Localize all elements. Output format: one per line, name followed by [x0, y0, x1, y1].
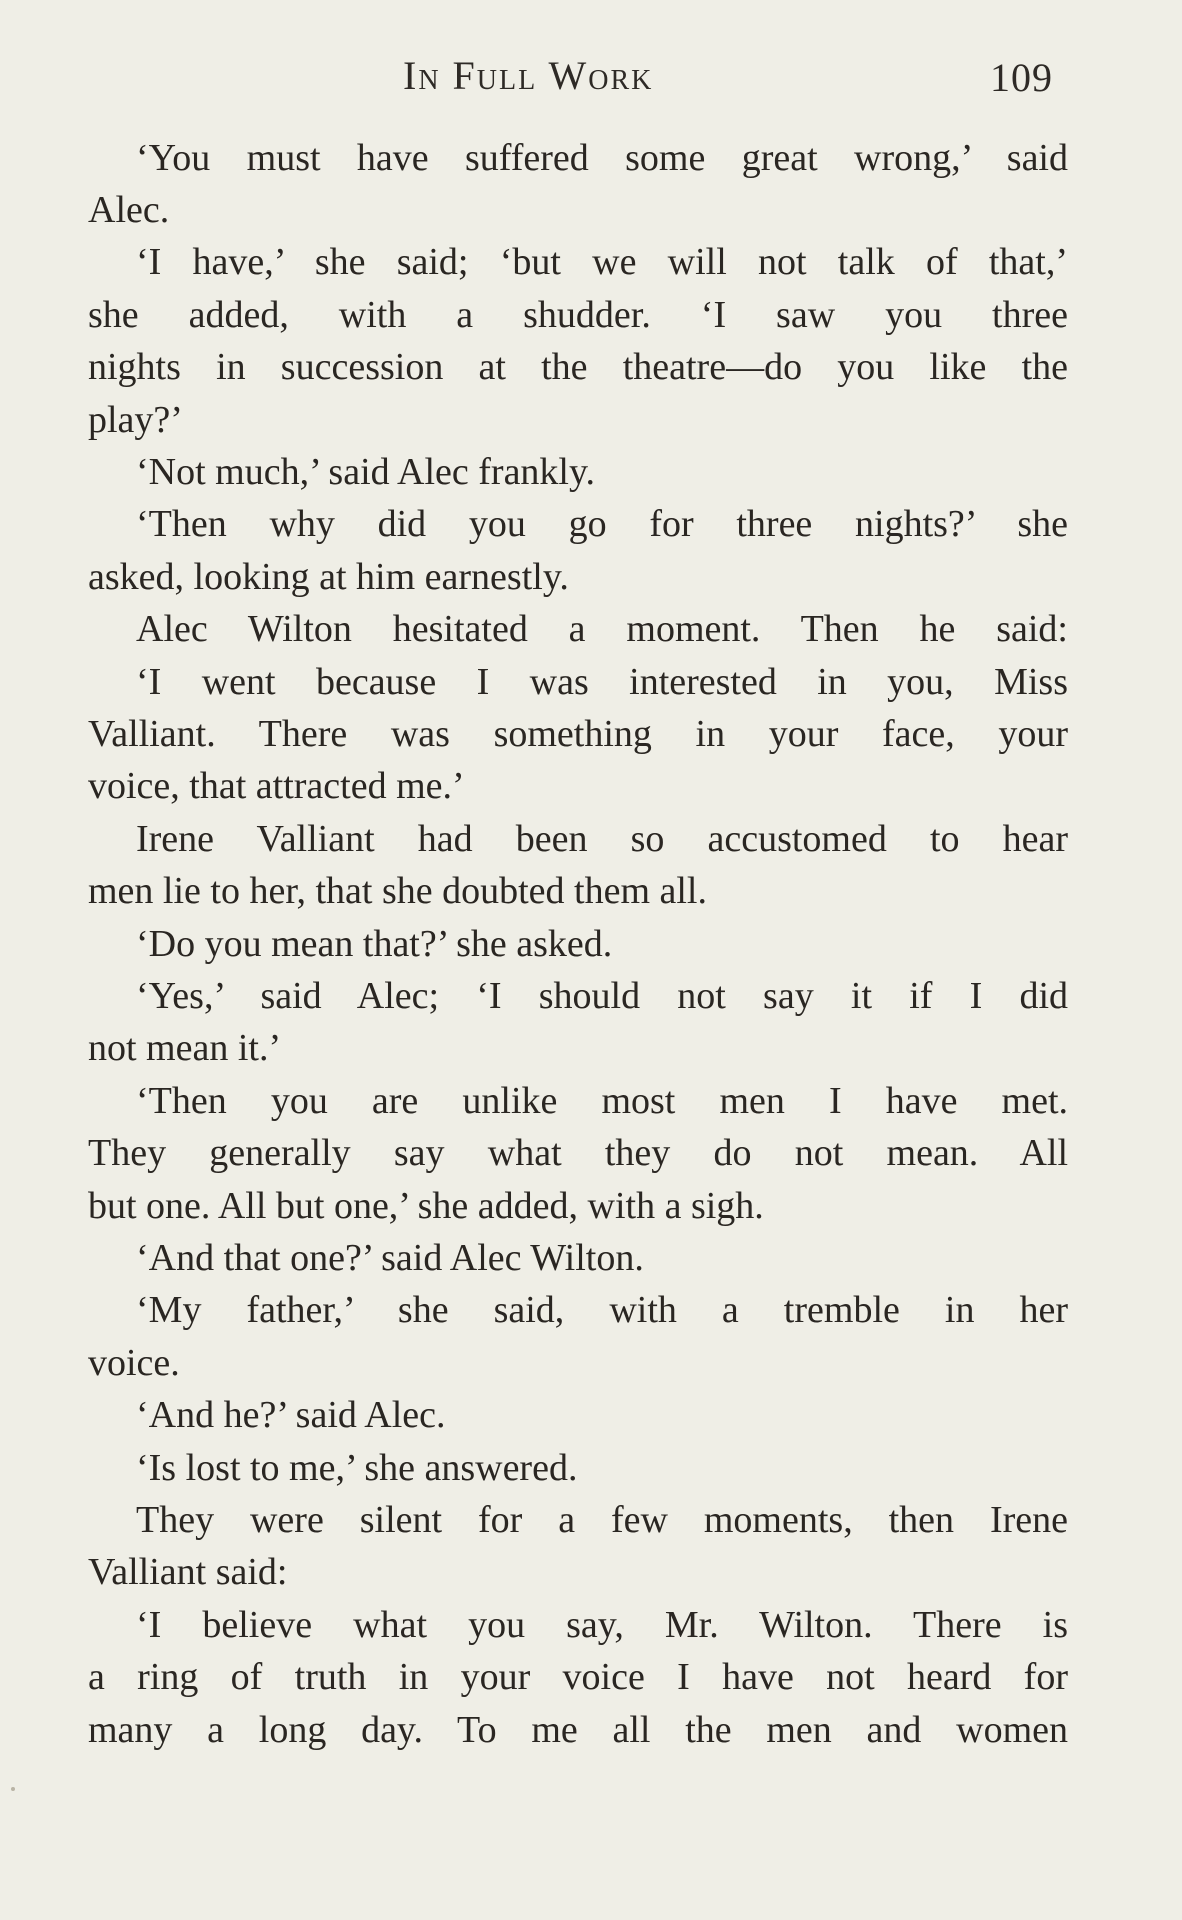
text-line: They were silent for a few moments, then Irene: [136, 1499, 1068, 1541]
text-line: ‘I believe what you say, Mr. Wilton. There is: [136, 1604, 1068, 1646]
text-line: Alec.: [88, 189, 170, 231]
text-line: voice, that attracted me.’: [88, 765, 465, 807]
text-line: not mean it.’: [88, 1027, 282, 1069]
text-line: ‘My father,’ she said, with a tremble in her: [136, 1289, 1068, 1331]
text-line: ‘Is lost to me,’ she answered.: [136, 1447, 578, 1489]
text-line: a ring of truth in your voice I have not heard for: [88, 1656, 1068, 1698]
text-line: play?’: [88, 399, 183, 441]
text-line: Valliant said:: [88, 1551, 288, 1593]
text-line: Valliant. There was something in your face, your: [88, 713, 1068, 755]
text-line: ‘Do you mean that?’ she asked.: [136, 923, 613, 965]
text-line: Irene Valliant had been so accustomed to hear: [136, 818, 1068, 860]
running-title: In Full Work: [403, 53, 654, 98]
text-line: ‘And he?’ said Alec.: [136, 1394, 446, 1436]
body-text: [88, 132, 1068, 1772]
text-line: ‘Not much,’ said Alec frankly.: [136, 451, 596, 493]
text-line: she added, with a shudder. ‘I saw you three: [88, 294, 1068, 336]
running-head: [0, 52, 1182, 104]
text-line: many a long day. To me all the men and women: [88, 1709, 1068, 1751]
text-line: but one. All but one,’ she added, with a sigh.: [88, 1185, 764, 1227]
text-line: voice.: [88, 1342, 180, 1384]
page-number: 109: [990, 55, 1053, 100]
text-line: ‘I have,’ she said; ‘but we will not talk of that,’: [136, 241, 1068, 283]
text-line: They generally say what they do not mean. All: [88, 1132, 1068, 1174]
text-line: nights in succession at the theatre—do you like the: [88, 346, 1068, 388]
text-line: ‘Then why did you go for three nights?’ she: [136, 503, 1068, 545]
text-line: ‘Then you are unlike most men I have met.: [136, 1080, 1068, 1122]
text-line: asked, looking at him earnestly.: [88, 556, 569, 598]
text-line: men lie to her, that she doubted them all.: [88, 870, 707, 912]
text-line: Alec Wilton hesitated a moment. Then he said:: [136, 608, 1068, 650]
text-line: ‘You must have suffered some great wrong,’ said: [136, 137, 1068, 179]
text-line: ‘I went because I was interested in you, Miss: [136, 661, 1068, 703]
paper-speck: [11, 1787, 15, 1791]
text-line: ‘Yes,’ said Alec; ‘I should not say it if I did: [136, 975, 1068, 1017]
text-line: ‘And that one?’ said Alec Wilton.: [136, 1237, 644, 1279]
